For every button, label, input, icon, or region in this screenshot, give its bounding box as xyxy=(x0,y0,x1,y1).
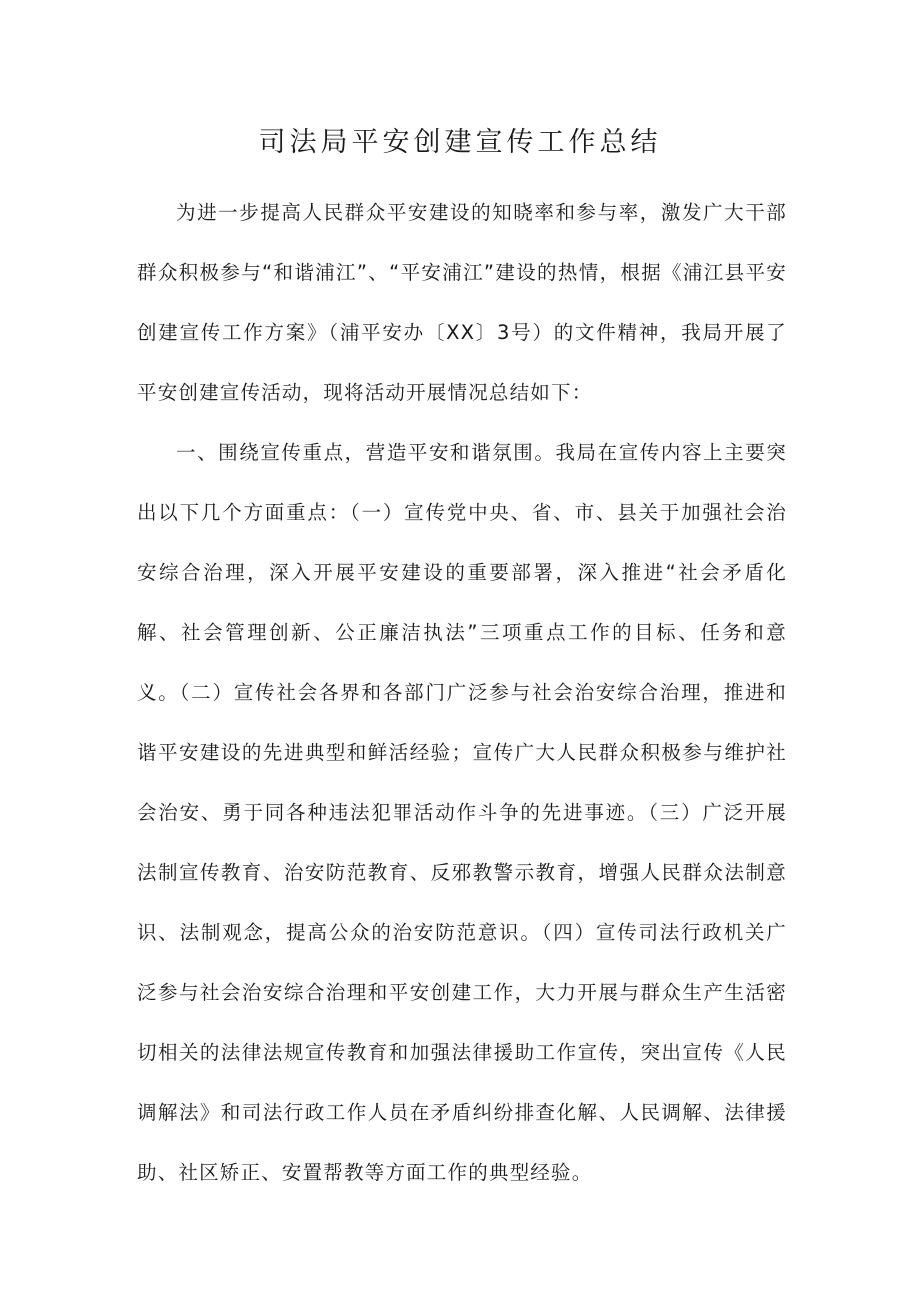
paragraph-section-one: 一、围绕宣传重点，营造平安和谐氛围。我局在宣传内容上主要突出以下几个方面重点：（一）宣传党中央、省、市、县关于加强社会治安综合治理，深入开展平安建设的重要部署，深入推进“社会矛盾化解、社会管理创新、公正廉洁执法”三项重点工作的目标、任务和意义。（二）宣传社会各界和各部门广泛参与社会治安综合治理，推进和谐平安建设的先进典型和鲜活经验；宣传广大人民群众积极参与维护社会治安、勇于同各种违法犯罪活动作斗争的先进事迹。（三）广泛开展法制宣传教育、治安防范教育、反邪教警示教育，增强人民群众法制意识、法制观念，提高公众的治安防范意识。（四）宣传司法行政机关广泛参与社会治安综合治理和平安创建工作，大力开展与群众生产生活密切相关的法律法规宣传教育和加强法律援助工作宣传，突出宣传《人民调解法》和司法行政工作人员在矛盾纠纷排查化解、人民调解、法律援助、社区矫正、安置帮教等方面工作的典型经验。 xyxy=(137,441,787,1184)
document-body xyxy=(137,183,787,1203)
paragraph-intro: 为进一步提高人民群众平安建设的知晓率和参与率，激发广大干部群众积极参与“和谐浦江”、“平安浦江”建设的热情，根据《浦江县平安创建宣传工作方案》（浦平安办〔XX〕3号）的文件精神，我局开展了平安创建宣传活动，现将活动开展情况总结如下： xyxy=(137,201,787,404)
document-title: 司法局平安创建宣传工作总结 xyxy=(258,127,662,158)
